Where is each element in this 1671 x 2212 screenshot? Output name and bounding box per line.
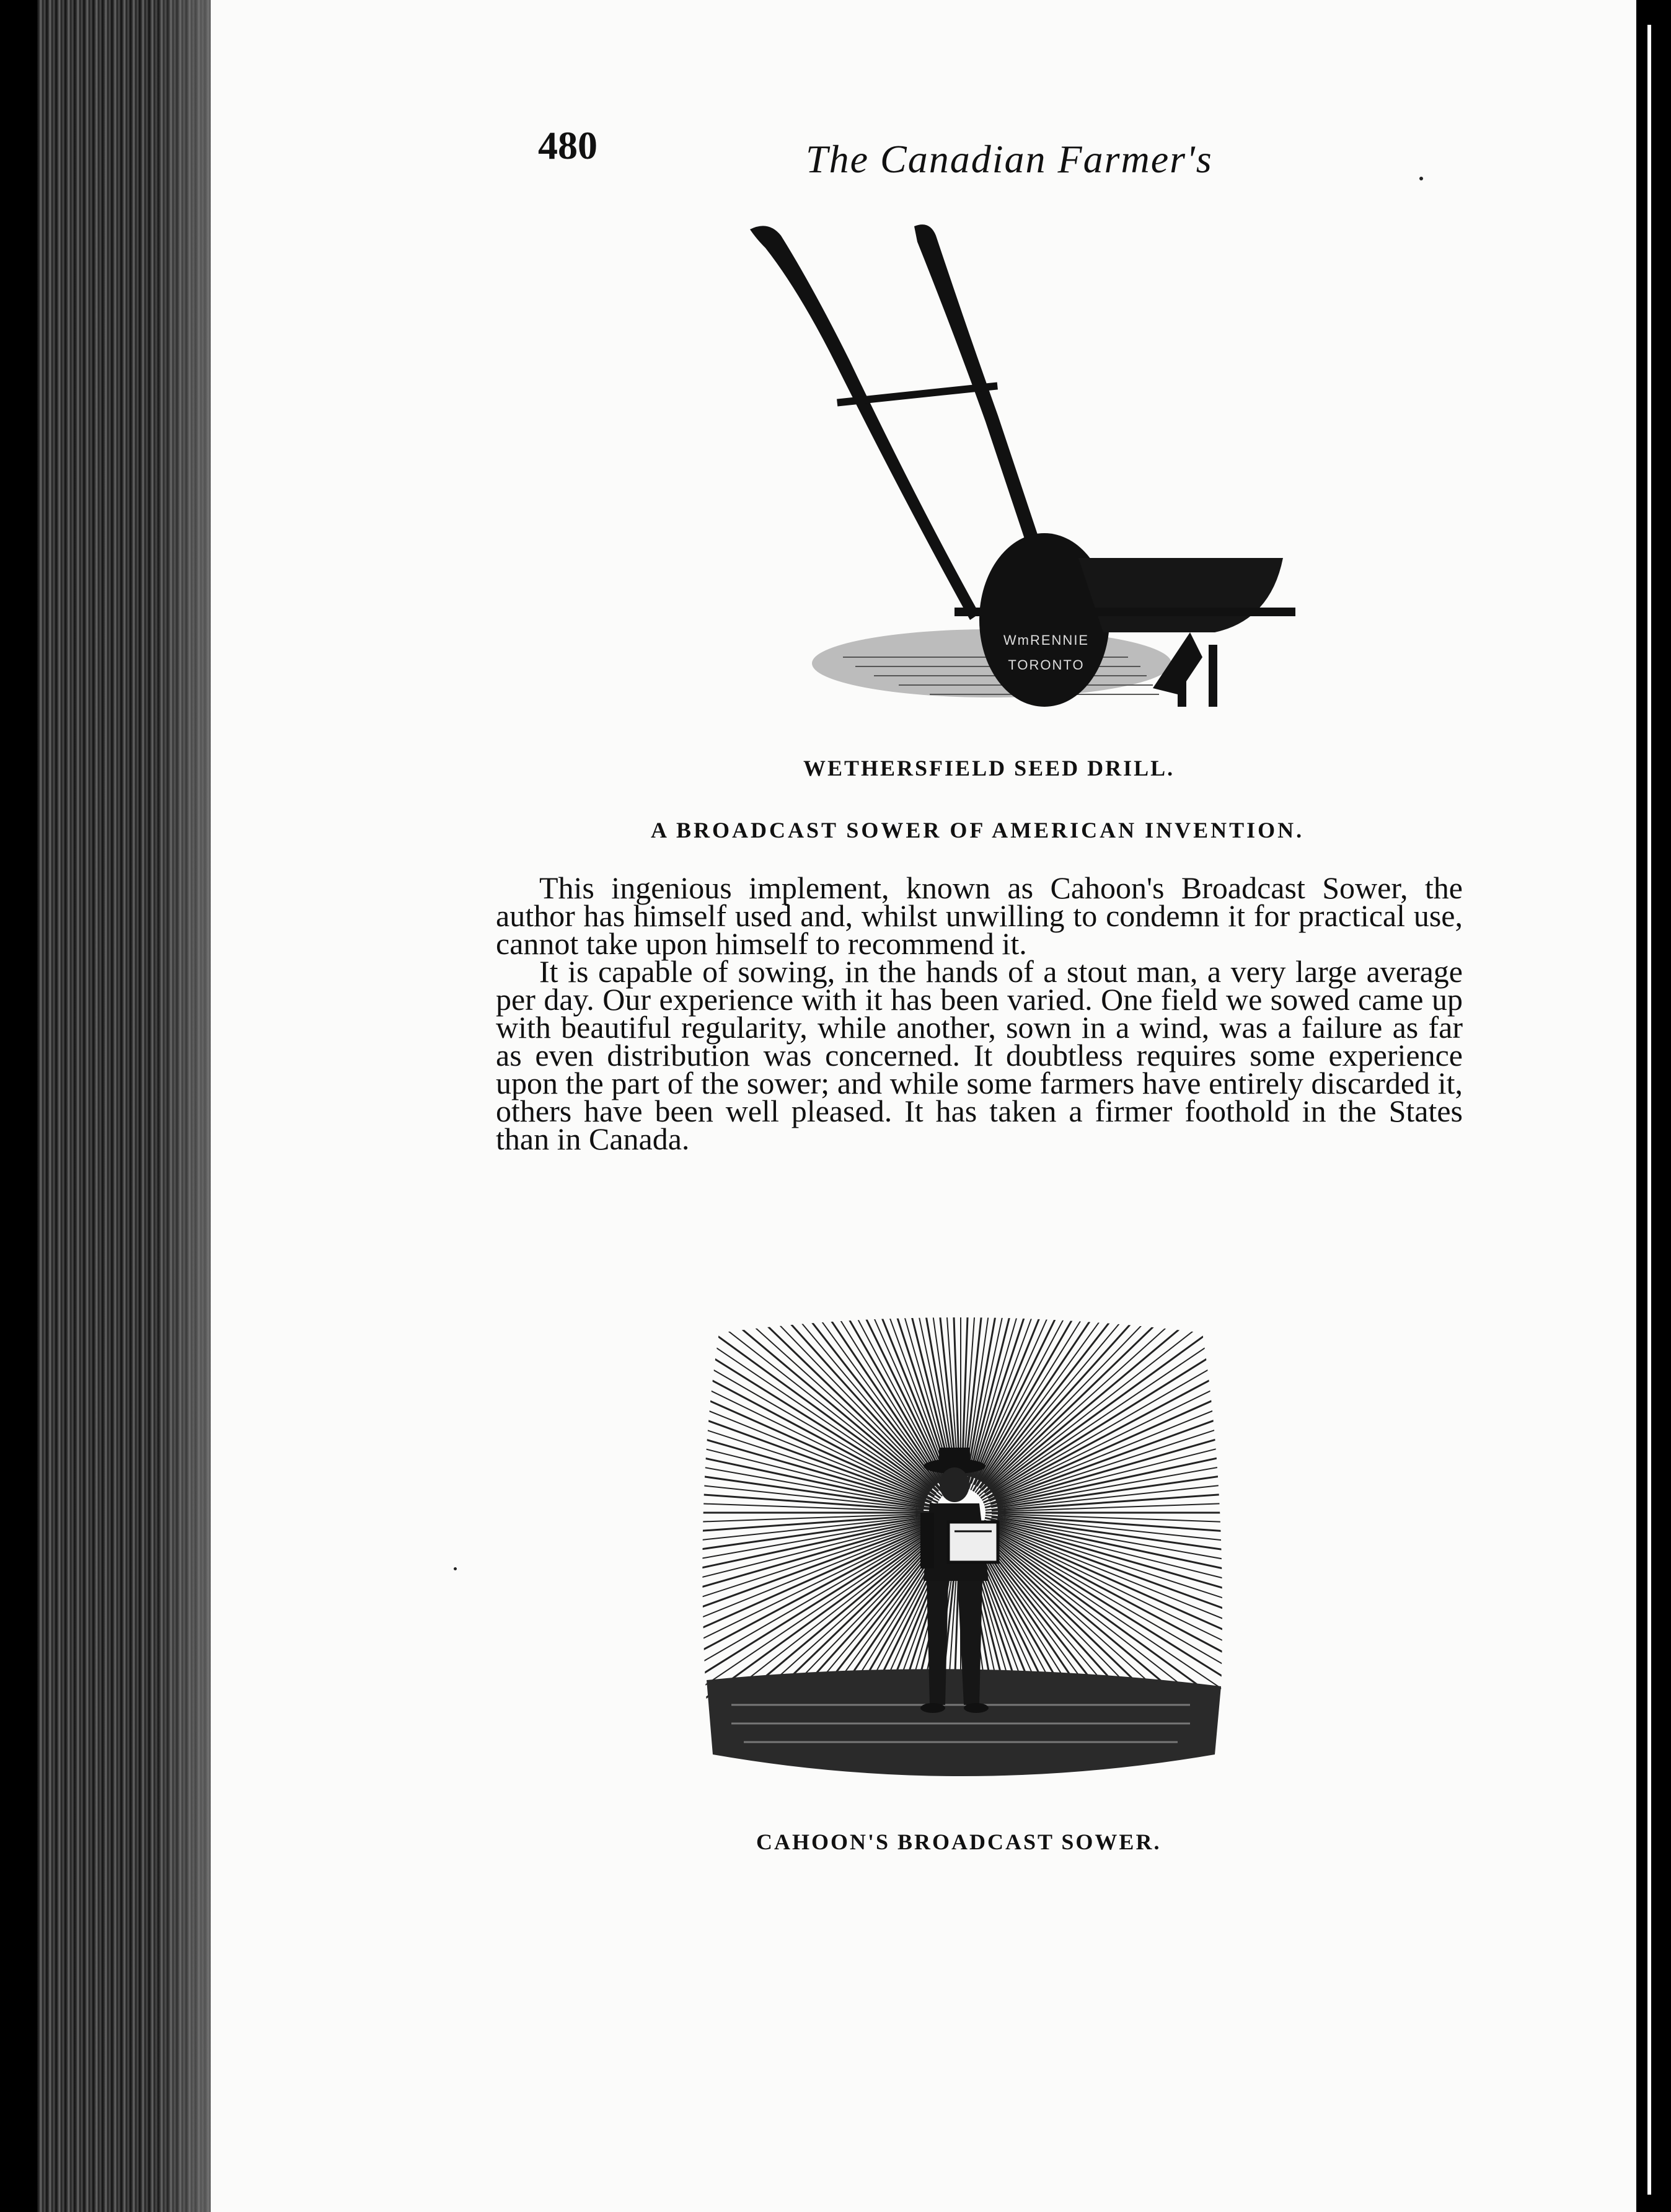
- seed-drill-caption: WETHERSFIELD SEED DRILL.: [803, 756, 1175, 781]
- engraving-ray: [694, 1332, 930, 1492]
- ink-speck: [454, 1567, 457, 1570]
- paragraph: This ingenious implement, known as Cahoon's Broadcast Sower, the author has himself used and, whilst unwilling to condemn it for practical use, cannot take upon himself to recommend it.: [496, 870, 1463, 961]
- running-title: The Canadian Farmer's: [806, 137, 1213, 181]
- scan-border-line: [1647, 25, 1651, 2195]
- page-number: 480: [538, 123, 597, 167]
- broadcast-sower-illustration: [694, 1308, 1227, 1792]
- ink-speck: [1419, 177, 1423, 180]
- seed-drill-illustration: [731, 211, 1302, 756]
- article-heading: A BROADCAST SOWER OF AMERICAN INVENTION.: [651, 818, 1305, 843]
- sower-box: [948, 1522, 998, 1562]
- seed-hopper: [1078, 558, 1283, 632]
- drill-imprint-city: TORONTO: [1008, 657, 1085, 673]
- scan-border: [1636, 0, 1671, 2212]
- paragraph: It is capable of sowing, in the hands of a stout man, a very large average per day. Our experience with it has been varied. One field we sowed came up with beautiful regularity, while another, sown in a wind, was a failure as far as even distribution was concerned. It doubtless requires some experience upon the part of the sower; and while some farmers have entirely discarded it, others have been well pleased. It has taken a firmer foothold in the States than in Canada.: [496, 954, 1463, 1156]
- drill-imprint-maker: WmRENNIE: [1003, 632, 1090, 648]
- broadcast-sower-caption: CAHOON'S BROADCAST SOWER.: [756, 1829, 1162, 1854]
- page-gutter-shadow: [155, 0, 211, 2212]
- engraving-ray: [809, 1308, 946, 1485]
- article-body: [496, 870, 1463, 1156]
- engraving-ray: [992, 1534, 1227, 1693]
- axle: [955, 608, 1295, 616]
